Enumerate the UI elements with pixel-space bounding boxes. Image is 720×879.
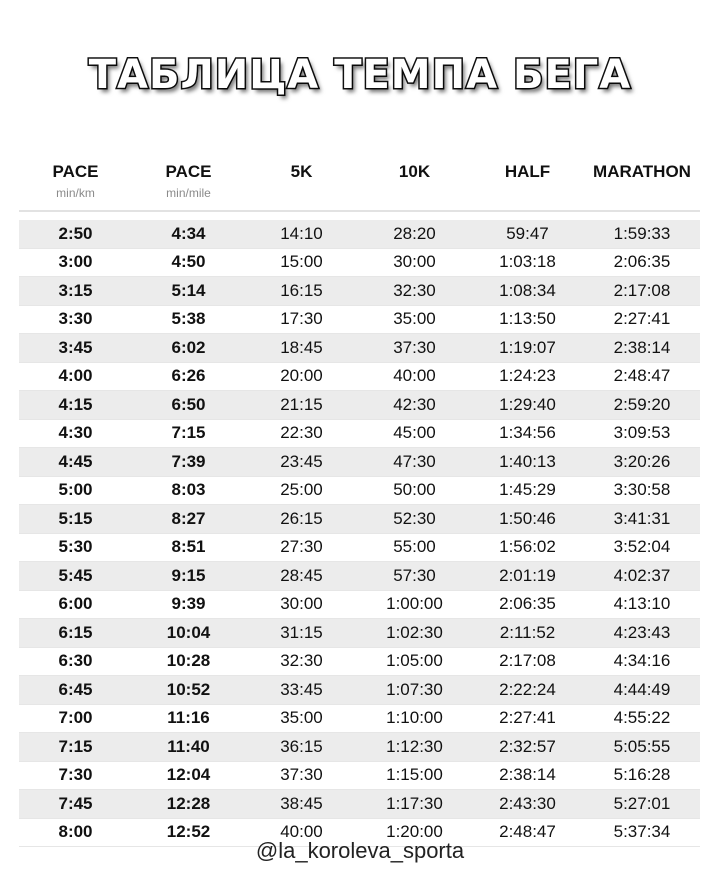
cell-pace-mile: 6:02	[132, 334, 245, 363]
header-pace-mile	[132, 158, 245, 211]
table-header	[19, 158, 700, 211]
cell-pace-km: 7:15	[19, 733, 132, 762]
table-row	[19, 562, 700, 591]
cell-pace-mile: 6:50	[132, 391, 245, 420]
cell-marathon: 3:30:58	[584, 476, 700, 505]
table-body	[19, 220, 700, 847]
cell-5k: 21:15	[245, 391, 358, 420]
pace-table	[19, 158, 700, 847]
header-5k	[245, 158, 358, 211]
table-row	[19, 790, 700, 819]
cell-marathon: 2:59:20	[584, 391, 700, 420]
table-row	[19, 761, 700, 790]
cell-10k: 42:30	[358, 391, 471, 420]
cell-pace-mile: 8:27	[132, 505, 245, 534]
table-row	[19, 676, 700, 705]
cell-10k: 57:30	[358, 562, 471, 591]
cell-10k: 1:10:00	[358, 704, 471, 733]
cell-marathon: 5:27:01	[584, 790, 700, 819]
cell-pace-mile: 12:28	[132, 790, 245, 819]
cell-half: 2:11:52	[471, 619, 584, 648]
table-row	[19, 220, 700, 248]
cell-5k: 14:10	[245, 220, 358, 248]
cell-10k: 1:20:00	[358, 818, 471, 847]
table-row	[19, 505, 700, 534]
cell-pace-mile: 6:26	[132, 362, 245, 391]
cell-10k: 45:00	[358, 419, 471, 448]
cell-half: 1:03:18	[471, 248, 584, 277]
cell-5k: 16:15	[245, 277, 358, 306]
table-row	[19, 476, 700, 505]
table-row	[19, 419, 700, 448]
header-10k	[358, 158, 471, 211]
cell-half: 59:47	[471, 220, 584, 248]
table-row	[19, 277, 700, 306]
header-label: 10K	[398, 162, 431, 181]
cell-5k: 40:00	[245, 818, 358, 847]
table-row	[19, 533, 700, 562]
cell-half: 2:43:30	[471, 790, 584, 819]
cell-pace-mile: 8:03	[132, 476, 245, 505]
table-row	[19, 391, 700, 420]
header-half	[471, 158, 584, 211]
header-label: HALF	[504, 162, 551, 181]
header-marathon	[584, 158, 700, 211]
cell-5k: 20:00	[245, 362, 358, 391]
cell-5k: 18:45	[245, 334, 358, 363]
cell-half: 1:34:56	[471, 419, 584, 448]
header-label: PACE	[52, 162, 99, 181]
cell-5k: 33:45	[245, 676, 358, 705]
cell-pace-mile: 9:39	[132, 590, 245, 619]
cell-5k: 25:00	[245, 476, 358, 505]
cell-marathon: 3:20:26	[584, 448, 700, 477]
cell-pace-km: 2:50	[19, 220, 132, 248]
cell-pace-km: 3:15	[19, 277, 132, 306]
cell-pace-km: 6:30	[19, 647, 132, 676]
cell-10k: 55:00	[358, 533, 471, 562]
cell-pace-mile: 10:52	[132, 676, 245, 705]
cell-pace-mile: 10:28	[132, 647, 245, 676]
cell-marathon: 2:38:14	[584, 334, 700, 363]
header-divider	[19, 211, 700, 220]
cell-pace-mile: 7:39	[132, 448, 245, 477]
cell-10k: 1:05:00	[358, 647, 471, 676]
cell-half: 1:40:13	[471, 448, 584, 477]
cell-marathon: 4:55:22	[584, 704, 700, 733]
cell-10k: 47:30	[358, 448, 471, 477]
cell-pace-km: 7:30	[19, 761, 132, 790]
cell-pace-km: 3:00	[19, 248, 132, 277]
cell-half: 2:27:41	[471, 704, 584, 733]
cell-pace-km: 5:00	[19, 476, 132, 505]
cell-pace-mile: 9:15	[132, 562, 245, 591]
cell-half: 2:38:14	[471, 761, 584, 790]
cell-5k: 27:30	[245, 533, 358, 562]
cell-pace-mile: 11:40	[132, 733, 245, 762]
table-row	[19, 590, 700, 619]
cell-pace-km: 7:45	[19, 790, 132, 819]
cell-half: 1:45:29	[471, 476, 584, 505]
cell-marathon: 4:44:49	[584, 676, 700, 705]
header-sub: min/km	[56, 186, 95, 200]
table-row	[19, 647, 700, 676]
cell-half: 1:08:34	[471, 277, 584, 306]
cell-pace-km: 4:45	[19, 448, 132, 477]
cell-10k: 1:17:30	[358, 790, 471, 819]
cell-half: 2:17:08	[471, 647, 584, 676]
page-title: ТАБЛИЦА ТЕМПА БЕГА	[88, 52, 632, 98]
cell-half: 2:22:24	[471, 676, 584, 705]
cell-marathon: 2:17:08	[584, 277, 700, 306]
cell-5k: 31:15	[245, 619, 358, 648]
table-row	[19, 248, 700, 277]
cell-5k: 22:30	[245, 419, 358, 448]
header-label: MARATHON	[593, 162, 691, 181]
cell-half: 2:48:47	[471, 818, 584, 847]
cell-pace-km: 4:30	[19, 419, 132, 448]
cell-10k: 37:30	[358, 334, 471, 363]
cell-pace-mile: 12:04	[132, 761, 245, 790]
cell-10k: 28:20	[358, 220, 471, 248]
cell-marathon: 4:34:16	[584, 647, 700, 676]
cell-10k: 35:00	[358, 305, 471, 334]
cell-pace-mile: 5:38	[132, 305, 245, 334]
cell-5k: 38:45	[245, 790, 358, 819]
cell-marathon: 4:13:10	[584, 590, 700, 619]
cell-half: 1:13:50	[471, 305, 584, 334]
cell-pace-km: 7:00	[19, 704, 132, 733]
header-label: 5K	[290, 162, 313, 181]
cell-10k: 1:02:30	[358, 619, 471, 648]
cell-marathon: 5:37:34	[584, 818, 700, 847]
cell-5k: 28:45	[245, 562, 358, 591]
cell-5k: 35:00	[245, 704, 358, 733]
cell-5k: 26:15	[245, 505, 358, 534]
cell-marathon: 5:05:55	[584, 733, 700, 762]
cell-pace-mile: 5:14	[132, 277, 245, 306]
cell-marathon: 4:23:43	[584, 619, 700, 648]
cell-10k: 40:00	[358, 362, 471, 391]
table-row	[19, 305, 700, 334]
cell-marathon: 2:27:41	[584, 305, 700, 334]
cell-half: 1:56:02	[471, 533, 584, 562]
cell-half: 2:06:35	[471, 590, 584, 619]
table-row	[19, 704, 700, 733]
cell-10k: 30:00	[358, 248, 471, 277]
cell-10k: 52:30	[358, 505, 471, 534]
table-row	[19, 334, 700, 363]
cell-pace-mile: 4:50	[132, 248, 245, 277]
cell-5k: 36:15	[245, 733, 358, 762]
cell-10k: 32:30	[358, 277, 471, 306]
cell-pace-km: 8:00	[19, 818, 132, 847]
cell-pace-km: 6:00	[19, 590, 132, 619]
cell-pace-km: 5:45	[19, 562, 132, 591]
cell-pace-mile: 12:52	[132, 818, 245, 847]
cell-pace-mile: 7:15	[132, 419, 245, 448]
footer-handle: @la_koroleva_sporta	[255, 838, 465, 863]
header-sub: min/mile	[166, 186, 211, 200]
cell-5k: 23:45	[245, 448, 358, 477]
cell-marathon: 5:16:28	[584, 761, 700, 790]
table-row	[19, 362, 700, 391]
cell-5k: 15:00	[245, 248, 358, 277]
cell-pace-km: 4:15	[19, 391, 132, 420]
cell-5k: 17:30	[245, 305, 358, 334]
table-row	[19, 619, 700, 648]
header-pace-km	[19, 158, 132, 211]
cell-marathon: 3:41:31	[584, 505, 700, 534]
cell-10k: 50:00	[358, 476, 471, 505]
cell-pace-km: 4:00	[19, 362, 132, 391]
cell-pace-km: 5:30	[19, 533, 132, 562]
cell-pace-mile: 4:34	[132, 220, 245, 248]
cell-marathon: 4:02:37	[584, 562, 700, 591]
cell-pace-km: 5:15	[19, 505, 132, 534]
cell-10k: 1:15:00	[358, 761, 471, 790]
cell-pace-km: 6:45	[19, 676, 132, 705]
cell-pace-km: 6:15	[19, 619, 132, 648]
cell-5k: 32:30	[245, 647, 358, 676]
table-row	[19, 448, 700, 477]
cell-marathon: 2:06:35	[584, 248, 700, 277]
cell-5k: 37:30	[245, 761, 358, 790]
cell-10k: 1:00:00	[358, 590, 471, 619]
cell-marathon: 2:48:47	[584, 362, 700, 391]
header-label: PACE	[165, 162, 212, 181]
cell-half: 2:01:19	[471, 562, 584, 591]
cell-pace-mile: 10:04	[132, 619, 245, 648]
cell-half: 2:32:57	[471, 733, 584, 762]
cell-5k: 30:00	[245, 590, 358, 619]
cell-half: 1:24:23	[471, 362, 584, 391]
cell-marathon: 1:59:33	[584, 220, 700, 248]
cell-10k: 1:12:30	[358, 733, 471, 762]
cell-pace-mile: 11:16	[132, 704, 245, 733]
cell-marathon: 3:52:04	[584, 533, 700, 562]
cell-pace-km: 3:45	[19, 334, 132, 363]
cell-half: 1:50:46	[471, 505, 584, 534]
cell-pace-km: 3:30	[19, 305, 132, 334]
cell-pace-mile: 8:51	[132, 533, 245, 562]
cell-half: 1:29:40	[471, 391, 584, 420]
cell-marathon: 3:09:53	[584, 419, 700, 448]
cell-10k: 1:07:30	[358, 676, 471, 705]
cell-half: 1:19:07	[471, 334, 584, 363]
table-row	[19, 733, 700, 762]
